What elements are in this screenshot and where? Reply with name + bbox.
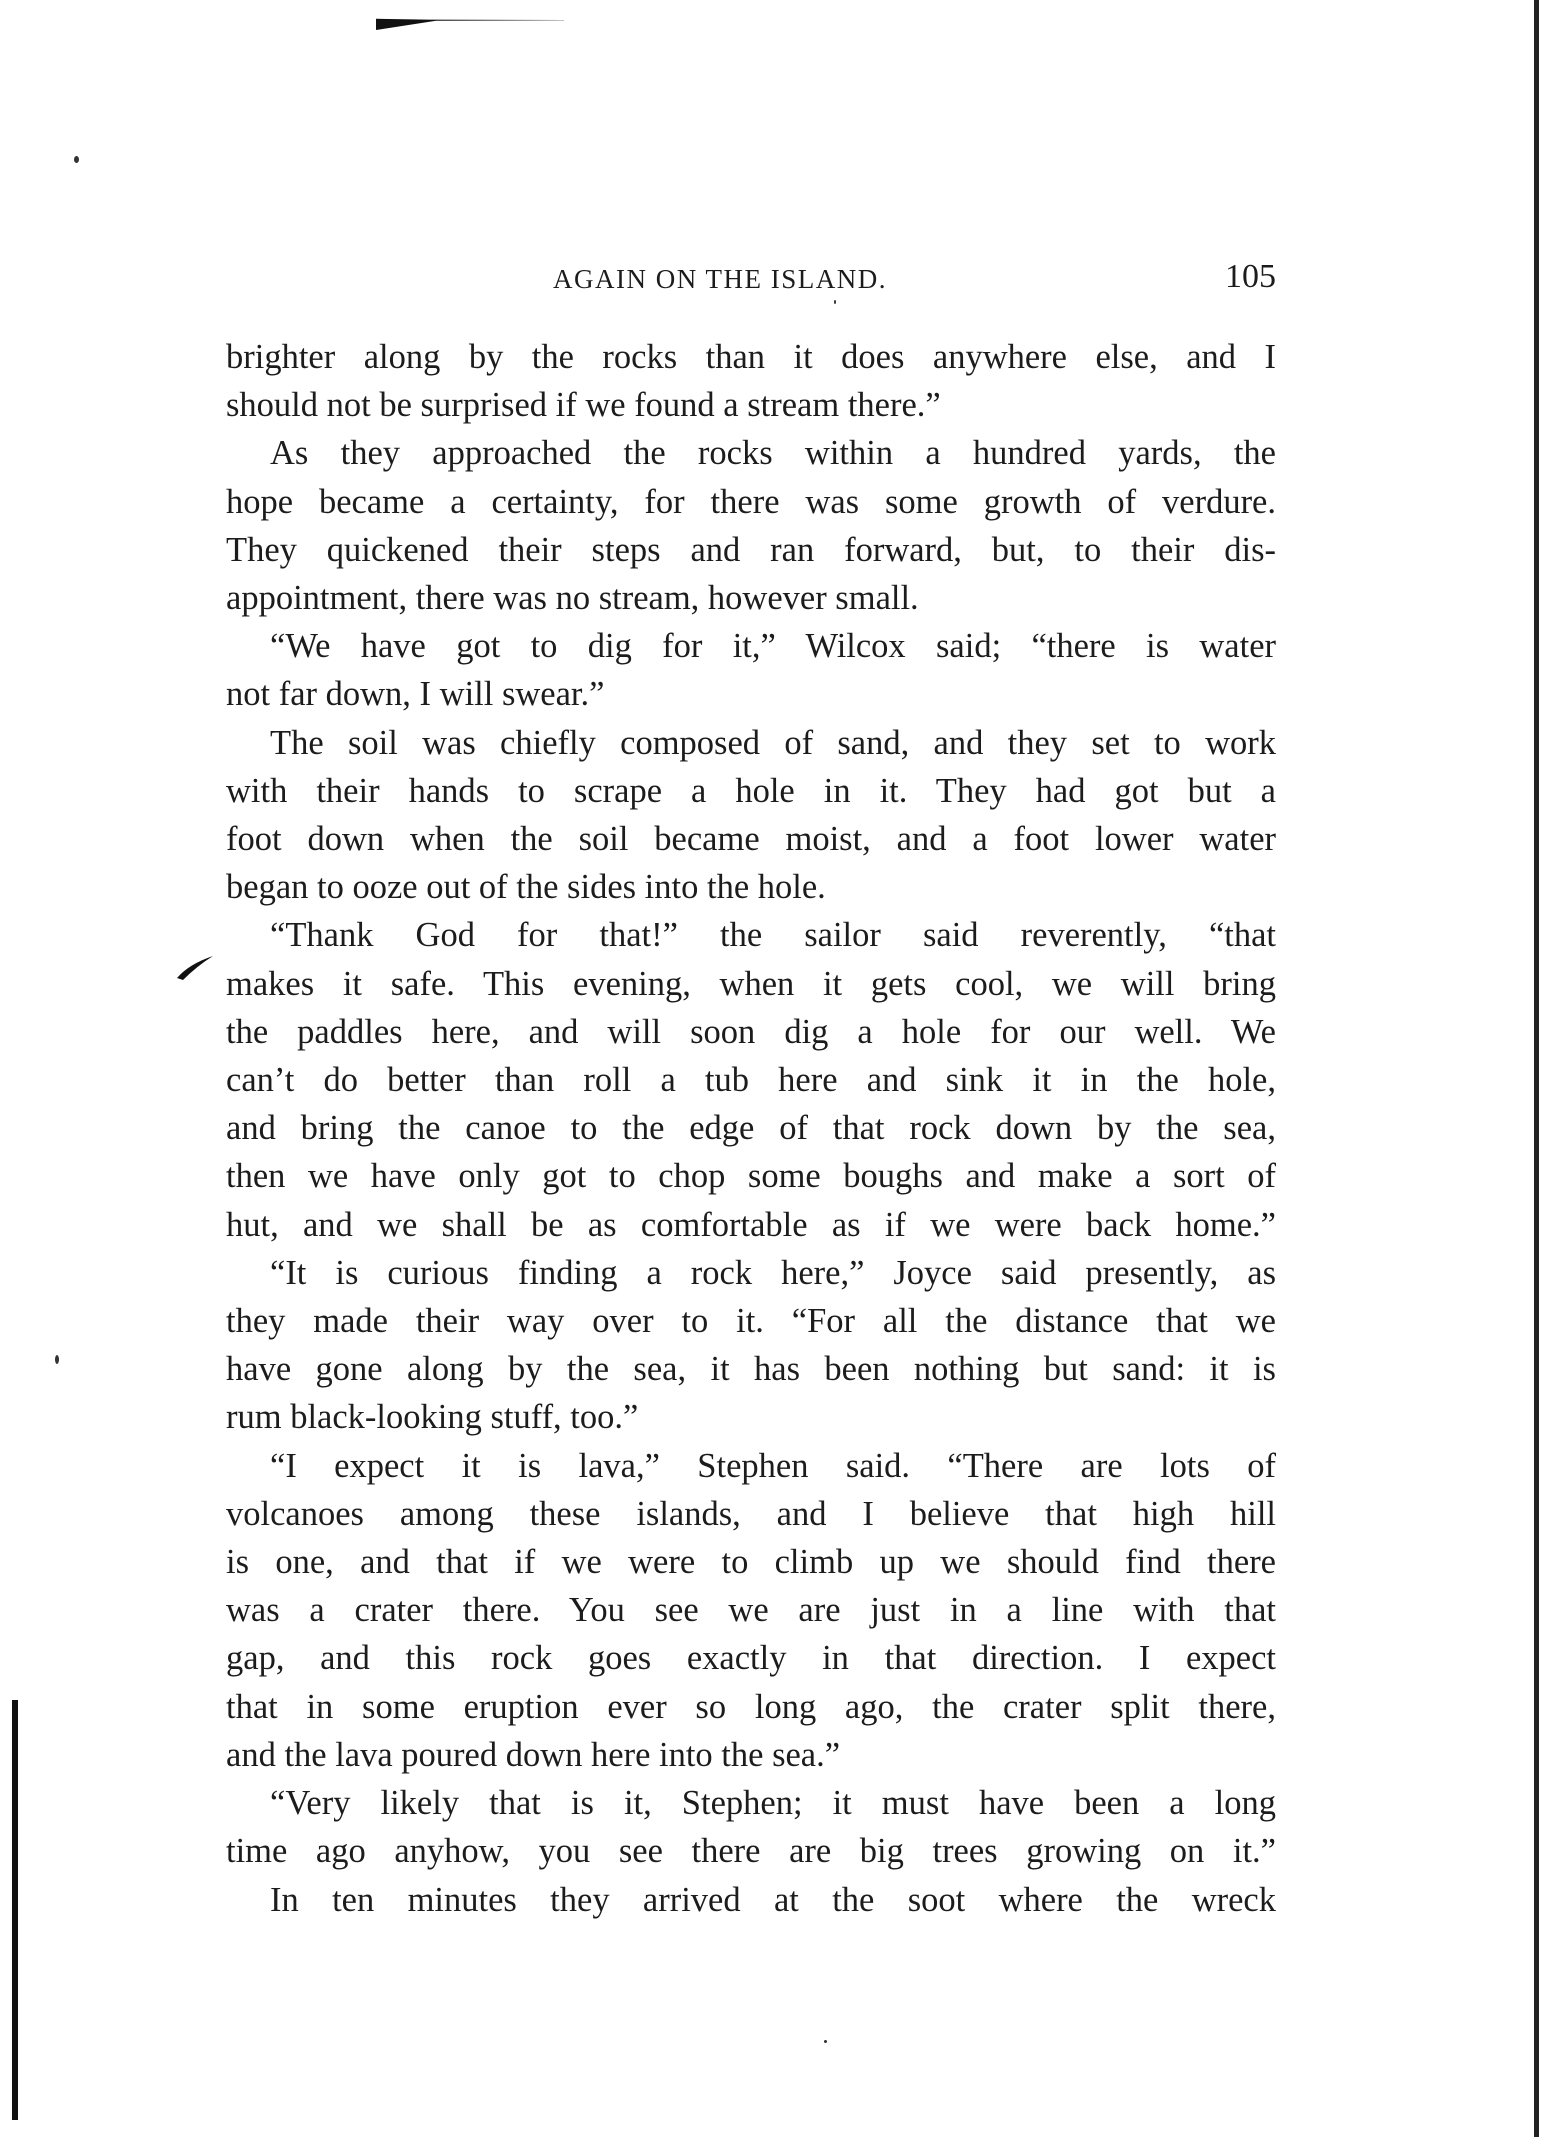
text-line: The soil was chiefly composed of sand, and they set to work [270,723,1276,762]
text-line: have gone along by the sea, it has been nothing but sand: it is [226,1350,1276,1389]
text-line: “It is curious finding a rock here,” Joyce said presently, as [270,1253,1276,1292]
scan-speck [834,300,836,304]
text-line: can’t do better than roll a tub here and sink it in the hole, [226,1061,1276,1100]
text-line: they made their way over to it. “For all the distance that we [226,1302,1276,1341]
text-line: is one, and that if we were to climb up we should find there [226,1543,1276,1582]
text-line: was a crater there. You see we are just in a line with that [226,1591,1276,1630]
scan-speck [74,156,79,163]
text-line: time ago anyhow, you see there are big trees growing on it.” [226,1832,1276,1871]
text-line: that in some eruption ever so long ago, the crater split there, [226,1687,1276,1726]
text-line: rum black-looking stuff, too.” [226,1398,639,1437]
scan-speck [55,1355,59,1364]
text-line: brighter along by the rocks than it does anywhere else, and I [226,338,1276,376]
text-line: “Thank God for that!” the sailor said reverently, “that [270,916,1276,955]
text-line: In ten minutes they arrived at the soot where the wreck [270,1880,1276,1919]
text-line: foot down when the soil became moist, and a foot lower water [226,820,1276,859]
scan-speck [824,2040,827,2043]
text-line: “We have got to dig for it,” Wilcox said; “there is water [270,627,1276,666]
page-header [226,258,1276,308]
scan-right-edge-bar [1534,0,1539,2137]
text-line: gap, and this rock goes exactly in that direction. I expect [226,1639,1276,1678]
body-text [226,333,1276,1924]
text-line: hut, and we shall be as comfortable as if we were back home.” [226,1205,1276,1244]
text-line: and bring the canoe to the edge of that rock down by the sea, [226,1109,1276,1148]
text-line: and the lava poured down here into the sea.” [226,1735,841,1774]
text-line: “I expect it is lava,” Stephen said. “There are lots of [270,1446,1276,1485]
text-line: the paddles here, and will soon dig a hole for our well. We [226,1012,1276,1051]
text-line: volcanoes among these islands, and I believe that high hill [226,1494,1276,1533]
scan-left-edge-bar [12,1700,18,2120]
text-line: They quickened their steps and ran forward, but, to their dis- [226,530,1276,569]
text-line: appointment, there was no stream, however small. [226,579,919,618]
margin-mark-icon [175,952,215,982]
text-line: “Very likely that is it, Stephen; it must have been a long [270,1784,1276,1823]
page-number: 105 [1225,258,1276,295]
text-line: not far down, I will swear.” [226,675,605,714]
scan-top-rule [0,18,940,30]
text-line: then we have only got to chop some boughs and make a sort of [226,1157,1276,1196]
text-line: makes it safe. This evening, when it gets cool, we will bring [226,964,1276,1003]
text-line: should not be surprised if we found a stream there.” [226,386,941,425]
text-line: began to ooze out of the sides into the hole. [226,868,826,907]
text-line: with their hands to scrape a hole in it. They had got but a [226,771,1276,810]
text-line: hope became a certainty, for there was some growth of verdure. [226,482,1276,521]
running-title: AGAIN ON THE ISLAND. [553,264,887,294]
text-line: As they approached the rocks within a hundred yards, the [270,434,1276,473]
